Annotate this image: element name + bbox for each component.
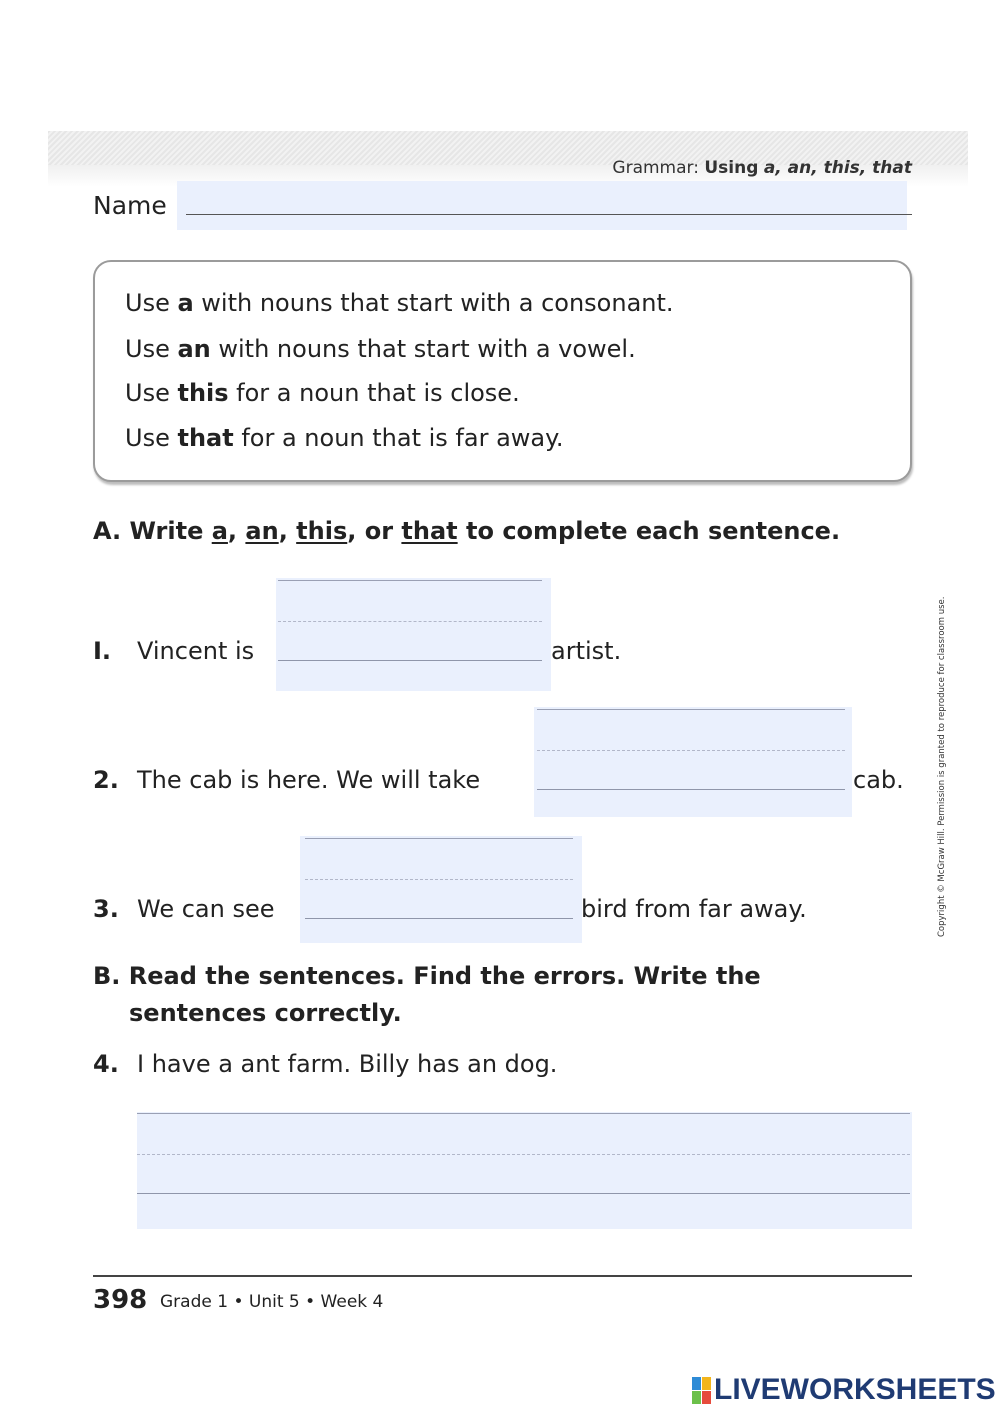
logo-block <box>692 1391 701 1404</box>
rule-an: Use an with nouns that start with a vowel. <box>125 335 636 363</box>
logo-block <box>692 1377 701 1390</box>
page-number: 398 <box>93 1285 148 1315</box>
name-underline <box>186 214 912 215</box>
writing-line-base <box>278 660 542 661</box>
question-3-before: We can see <box>137 895 275 923</box>
question-2-before: The cab is here. We will take <box>137 766 481 794</box>
question-number-1: I. <box>93 637 112 665</box>
writing-line-top <box>278 580 542 581</box>
rule-a: Use a with nouns that start with a consonant. <box>125 289 674 317</box>
answer-input-2[interactable] <box>534 707 852 817</box>
writing-line-top <box>305 838 573 839</box>
writing-line-base <box>137 1193 910 1194</box>
brand-name: LIVEWORKSHEETS <box>714 1373 996 1406</box>
question-2-after: cab. <box>853 766 904 794</box>
question-3-after: bird from far away. <box>581 895 807 923</box>
answer-input-1[interactable] <box>276 578 551 691</box>
section-a-heading: A. Write a, an, this, or that to complete each sentence. <box>93 517 841 545</box>
question-1-after: artist. <box>551 637 622 665</box>
writing-line-base <box>305 918 573 919</box>
question-4-text: I have a ant farm. Billy has an dog. <box>137 1050 558 1078</box>
writing-line-top <box>137 1113 910 1114</box>
page-info: Grade 1 • Unit 5 • Week 4 <box>160 1292 384 1312</box>
logo-block <box>702 1391 711 1404</box>
question-number-2: 2. <box>93 766 119 794</box>
footer-rule <box>93 1275 912 1277</box>
section-b-heading-line2: sentences correctly. <box>129 999 402 1027</box>
copyright-notice: Copyright © McGraw Hill. Permission is granted to reproduce for classroom use. <box>937 596 947 937</box>
section-b-heading-line1: B. Read the sentences. Find the errors. Write the <box>93 962 761 990</box>
writing-line-base <box>537 789 845 790</box>
answer-input-3[interactable] <box>300 836 582 943</box>
question-1-before: Vincent is <box>137 637 255 665</box>
liveworksheets-logo-icon <box>692 1377 711 1404</box>
question-number-3: 3. <box>93 895 119 923</box>
writing-line-mid <box>278 621 542 622</box>
question-number-4: 4. <box>93 1050 119 1078</box>
writing-line-top <box>537 709 845 710</box>
rule-this: Use this for a noun that is close. <box>125 379 520 407</box>
name-label: Name <box>93 191 167 220</box>
name-input[interactable] <box>177 181 907 230</box>
answer-input-4[interactable] <box>137 1112 912 1229</box>
writing-line-mid <box>137 1154 910 1155</box>
worksheet-topic: Grammar: Using a, an, this, that <box>612 158 912 178</box>
liveworksheets-brand[interactable] <box>692 1373 996 1407</box>
rule-that: Use that for a noun that is far away. <box>125 424 564 452</box>
writing-line-mid <box>305 879 573 880</box>
logo-block <box>702 1377 711 1390</box>
writing-line-mid <box>537 750 845 751</box>
